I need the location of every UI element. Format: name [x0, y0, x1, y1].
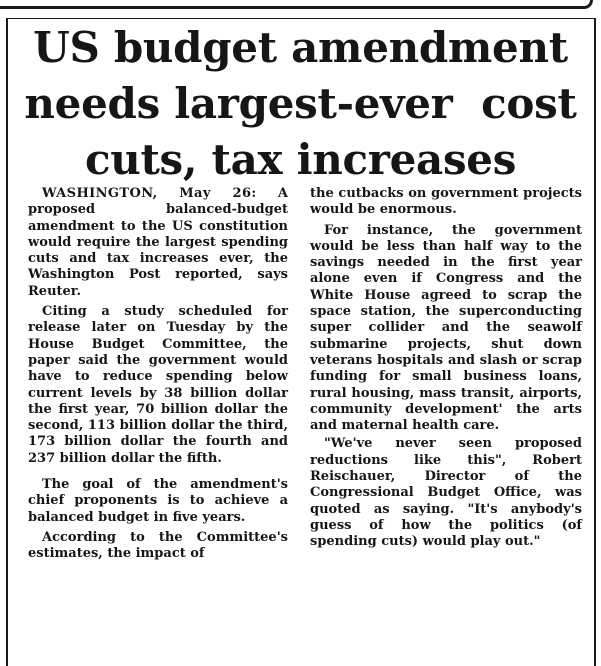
article-paragraph-1: [28, 186, 288, 300]
article-paragraph-2: Citing a study scheduled for release later on Tuesday by the House Budget Committee, the paper said the government would have to reduce spending below current levels by 38 billion dollar the first year, 70 billion dollar the second, 113 billion dollar the third, 173 billion dollar the fourth and 237 billion dollar the fifth.: [28, 304, 288, 466]
headline-line-2: needs largest-ever cost: [24, 79, 577, 128]
article-paragraph-5: the cutbacks on government projects would be enormous.: [310, 186, 582, 218]
headline-line-3: cuts, tax increases: [84, 135, 517, 184]
dateline: WASHINGTON, May 26:: [42, 186, 257, 201]
article-column-left: [28, 186, 288, 565]
article-paragraph-7: "We've never seen proposed reductions like this", Robert Reischauer, Director of the Congressional Budget Office, was quoted as saying. "It's anybody's guess of how the politics (of spending cuts) would play out.": [310, 436, 582, 550]
article-column-right: [310, 186, 582, 553]
top-border-rule: [0, 0, 593, 9]
headline-line-1: US budget amendment: [33, 23, 568, 72]
headline: [0, 20, 601, 188]
article-paragraph-1-text: A proposed balanced-budget amendment to the US constitution would require the largest spending cuts and tax increases ever, the Washington Post reported, says Reuter.: [28, 186, 288, 299]
article-paragraph-6: For instance, the government would be less than half way to the savings needed in the first year alone even if Congress and the White House agreed to scrap the space station, the superconducting super collider and the seawolf submarine projects, shut down veterans hospitals and slash or scrap funding for small business loans, rural housing, mass transit, airports, community development' the arts and maternal health care.: [310, 222, 582, 434]
article-paragraph-4: According to the Committee's estimates, the impact of: [28, 529, 288, 562]
article-paragraph-3: The goal of the amendment's chief proponents is to achieve a balanced budget in five years.: [28, 477, 288, 525]
